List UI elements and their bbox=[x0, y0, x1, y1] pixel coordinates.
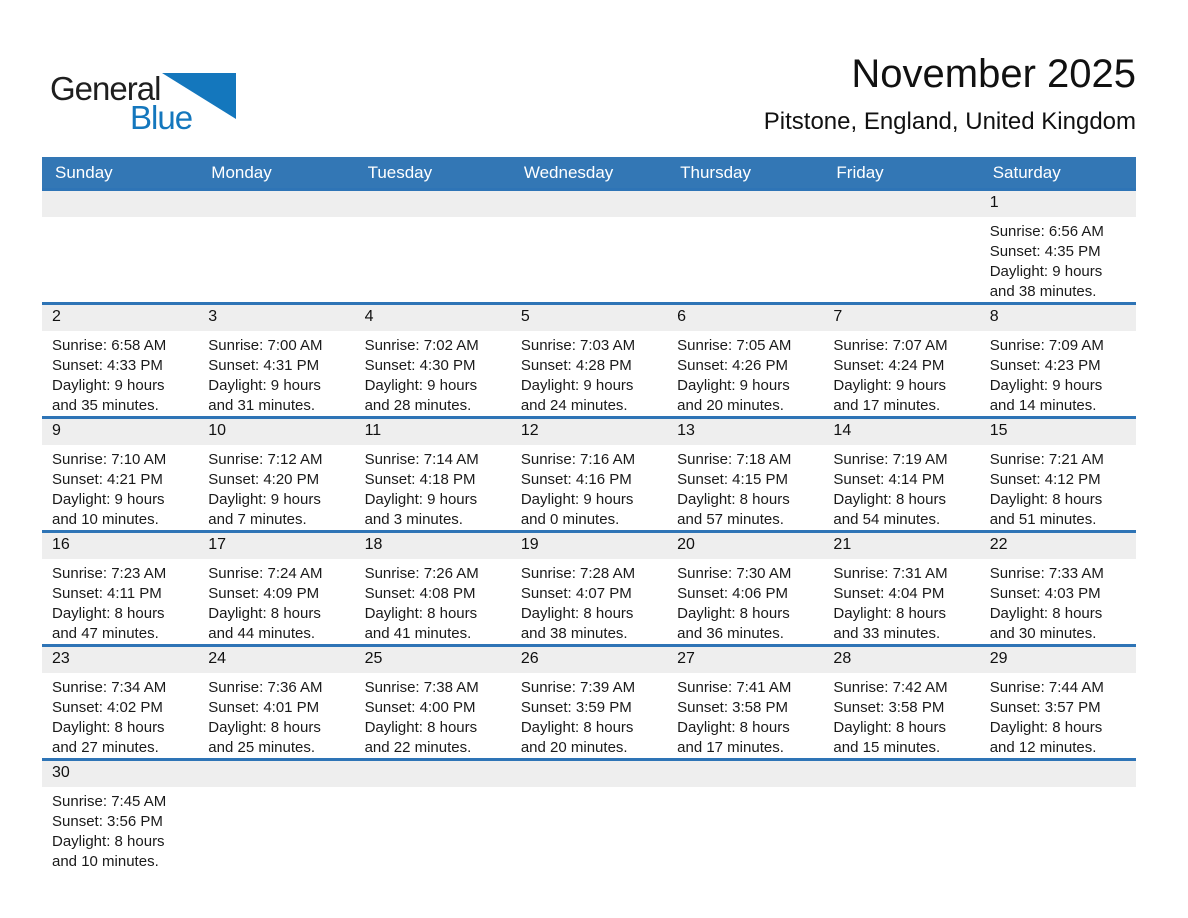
day-cell-empty bbox=[198, 761, 354, 872]
sunrise-line: Sunrise: 7:38 AM bbox=[364, 679, 479, 696]
day-details bbox=[823, 673, 979, 758]
day-cell bbox=[511, 419, 667, 530]
day-details bbox=[823, 445, 979, 530]
day-details bbox=[511, 559, 667, 644]
sunrise-line: Sunrise: 7:26 AM bbox=[364, 565, 479, 582]
day-number bbox=[511, 761, 667, 787]
day-details bbox=[667, 673, 823, 758]
day-cell bbox=[42, 647, 198, 758]
day-cell bbox=[511, 533, 667, 644]
sunset-line: Sunset: 3:57 PM bbox=[989, 699, 1101, 716]
daylight-line: Daylight: 8 hours bbox=[677, 719, 790, 736]
day-cell bbox=[42, 533, 198, 644]
daylight-line: Daylight: 8 hours bbox=[364, 605, 478, 622]
daylight-line: Daylight: 9 hours bbox=[989, 377, 1103, 394]
day-cell bbox=[667, 305, 823, 416]
day-number: 24 bbox=[198, 647, 354, 673]
sunset-line: Sunset: 4:11 PM bbox=[52, 585, 162, 602]
day-number: 26 bbox=[511, 647, 667, 673]
sunrise-line: Sunrise: 7:41 AM bbox=[677, 679, 792, 696]
day-cell bbox=[823, 305, 979, 416]
day-details bbox=[355, 445, 511, 530]
title-block bbox=[764, 52, 1136, 136]
sunrise-line: Sunrise: 7:31 AM bbox=[833, 565, 948, 582]
daylight-line-continued: and 14 minutes. bbox=[989, 397, 1097, 414]
day-cell bbox=[511, 647, 667, 758]
weekday-wednesday: Wednesday bbox=[523, 162, 614, 182]
sunrise-line: Sunrise: 7:02 AM bbox=[364, 337, 479, 354]
day-details bbox=[511, 331, 667, 416]
day-details bbox=[355, 673, 511, 758]
daylight-line: Daylight: 8 hours bbox=[208, 605, 321, 622]
sunrise-line: Sunrise: 7:36 AM bbox=[208, 679, 323, 696]
daylight-line-continued: and 10 minutes. bbox=[52, 511, 159, 528]
sunrise-line: Sunrise: 6:56 AM bbox=[989, 223, 1104, 240]
day-details bbox=[980, 331, 1136, 416]
day-number: 10 bbox=[198, 419, 354, 445]
day-details bbox=[198, 445, 354, 530]
daylight-line: Daylight: 9 hours bbox=[520, 377, 634, 394]
sunset-line: Sunset: 4:26 PM bbox=[677, 357, 789, 374]
daylight-line: Daylight: 8 hours bbox=[52, 833, 165, 850]
sunset-line: Sunset: 4:28 PM bbox=[520, 357, 632, 374]
day-cell-empty bbox=[511, 761, 667, 872]
daylight-line: Daylight: 8 hours bbox=[989, 605, 1103, 622]
day-details bbox=[980, 445, 1136, 530]
daylight-line: Daylight: 9 hours bbox=[364, 377, 478, 394]
day-cell-empty bbox=[198, 191, 354, 302]
sunset-line: Sunset: 4:04 PM bbox=[833, 585, 945, 602]
sunset-line: Sunset: 4:09 PM bbox=[208, 585, 320, 602]
week-row bbox=[42, 644, 1136, 758]
day-details bbox=[980, 673, 1136, 758]
day-details bbox=[42, 787, 198, 872]
day-number: 13 bbox=[667, 419, 823, 445]
daylight-line: Daylight: 9 hours bbox=[677, 377, 790, 394]
daylight-line-continued: and 15 minutes. bbox=[833, 739, 941, 756]
sunset-line: Sunset: 4:35 PM bbox=[989, 243, 1101, 260]
day-cell-empty bbox=[355, 191, 511, 302]
sunrise-line: Sunrise: 7:45 AM bbox=[52, 793, 167, 810]
week-row bbox=[42, 758, 1136, 872]
sunset-line: Sunset: 4:30 PM bbox=[364, 357, 476, 374]
daylight-line-continued: and 44 minutes. bbox=[208, 625, 316, 642]
day-cell bbox=[198, 305, 354, 416]
day-details bbox=[511, 673, 667, 758]
day-cell bbox=[355, 305, 511, 416]
day-number: 15 bbox=[980, 419, 1136, 445]
day-number: 11 bbox=[355, 419, 511, 445]
sunset-line: Sunset: 4:18 PM bbox=[364, 471, 476, 488]
sunrise-line: Sunrise: 7:44 AM bbox=[989, 679, 1104, 696]
day-cell-empty bbox=[355, 761, 511, 872]
sunset-line: Sunset: 4:24 PM bbox=[833, 357, 945, 374]
daylight-line: Daylight: 9 hours bbox=[833, 377, 946, 394]
week-row bbox=[42, 416, 1136, 530]
day-details bbox=[667, 331, 823, 416]
daylight-line-continued: and 38 minutes. bbox=[989, 283, 1097, 300]
day-cell bbox=[42, 761, 198, 872]
daylight-line: Daylight: 9 hours bbox=[989, 263, 1103, 280]
daylight-line-continued: and 31 minutes. bbox=[208, 397, 316, 414]
sunrise-line: Sunrise: 7:14 AM bbox=[364, 451, 479, 468]
sunset-line: Sunset: 4:12 PM bbox=[989, 471, 1101, 488]
daylight-line-continued: and 25 minutes. bbox=[208, 739, 316, 756]
sunset-line: Sunset: 4:33 PM bbox=[52, 357, 163, 374]
sunrise-line: Sunrise: 7:34 AM bbox=[52, 679, 167, 696]
sunset-line: Sunset: 4:00 PM bbox=[364, 699, 476, 716]
daylight-line-continued: and 7 minutes. bbox=[208, 511, 307, 528]
day-details bbox=[42, 445, 198, 530]
day-number: 1 bbox=[980, 191, 1136, 217]
daylight-line-continued: and 22 minutes. bbox=[364, 739, 472, 756]
daylight-line: Daylight: 9 hours bbox=[52, 491, 165, 508]
day-number: 7 bbox=[823, 305, 979, 331]
day-number bbox=[823, 191, 979, 217]
day-cell-empty bbox=[823, 191, 979, 302]
daylight-line-continued: and 38 minutes. bbox=[520, 625, 628, 642]
daylight-line: Daylight: 8 hours bbox=[208, 719, 321, 736]
day-number: 19 bbox=[511, 533, 667, 559]
daylight-line: Daylight: 8 hours bbox=[677, 605, 790, 622]
sunrise-line: Sunrise: 7:10 AM bbox=[52, 451, 167, 468]
sunrise-line: Sunrise: 7:09 AM bbox=[989, 337, 1104, 354]
daylight-line: Daylight: 9 hours bbox=[364, 491, 478, 508]
day-number: 9 bbox=[42, 419, 198, 445]
daylight-line: Daylight: 9 hours bbox=[208, 491, 321, 508]
daylight-line-continued: and 20 minutes. bbox=[677, 397, 784, 414]
day-cell-empty bbox=[667, 191, 823, 302]
daylight-line: Daylight: 8 hours bbox=[520, 605, 634, 622]
day-cell bbox=[355, 533, 511, 644]
day-cell bbox=[980, 305, 1136, 416]
weekday-tuesday: Tuesday bbox=[367, 162, 433, 182]
daylight-line-continued: and 10 minutes. bbox=[52, 853, 159, 870]
page-subtitle: Pitstone, England, United Kingdom bbox=[763, 108, 1136, 135]
day-number bbox=[511, 191, 667, 217]
sunrise-line: Sunrise: 7:19 AM bbox=[833, 451, 948, 468]
sunrise-line: Sunrise: 7:03 AM bbox=[520, 337, 636, 354]
day-number: 4 bbox=[355, 305, 511, 331]
day-details bbox=[980, 217, 1136, 302]
day-number bbox=[980, 761, 1136, 787]
daylight-line: Daylight: 8 hours bbox=[52, 719, 165, 736]
day-details bbox=[667, 445, 823, 530]
logo-text-general: General bbox=[50, 70, 161, 107]
logo-text-blue: Blue bbox=[130, 99, 193, 136]
day-number: 22 bbox=[980, 533, 1136, 559]
day-number: 8 bbox=[980, 305, 1136, 331]
day-number: 3 bbox=[198, 305, 354, 331]
daylight-line-continued: and 33 minutes. bbox=[833, 625, 941, 642]
general-blue-logo bbox=[50, 70, 290, 140]
sunrise-line: Sunrise: 7:28 AM bbox=[520, 565, 636, 582]
daylight-line-continued: and 35 minutes. bbox=[52, 397, 159, 414]
sunset-line: Sunset: 3:59 PM bbox=[520, 699, 632, 716]
day-details bbox=[42, 559, 198, 644]
sunrise-line: Sunrise: 7:42 AM bbox=[833, 679, 948, 696]
daylight-line: Daylight: 8 hours bbox=[52, 605, 165, 622]
day-cell bbox=[355, 647, 511, 758]
day-details bbox=[980, 559, 1136, 644]
day-number: 21 bbox=[823, 533, 979, 559]
daylight-line-continued: and 20 minutes. bbox=[520, 739, 628, 756]
daylight-line: Daylight: 8 hours bbox=[989, 491, 1103, 508]
sunset-line: Sunset: 4:07 PM bbox=[520, 585, 632, 602]
day-number bbox=[198, 761, 354, 787]
day-cell bbox=[511, 305, 667, 416]
week-row bbox=[42, 188, 1136, 302]
daylight-line-continued: and 36 minutes. bbox=[677, 625, 784, 642]
weekday-header-row bbox=[42, 157, 1136, 188]
daylight-line-continued: and 54 minutes. bbox=[833, 511, 941, 528]
calendar bbox=[42, 157, 1136, 872]
day-number: 16 bbox=[42, 533, 198, 559]
sunset-line: Sunset: 4:31 PM bbox=[208, 357, 320, 374]
day-cell bbox=[667, 647, 823, 758]
day-number: 23 bbox=[42, 647, 198, 673]
calendar-grid bbox=[42, 188, 1136, 872]
day-number: 27 bbox=[667, 647, 823, 673]
day-details bbox=[355, 331, 511, 416]
day-number: 17 bbox=[198, 533, 354, 559]
day-number bbox=[355, 191, 511, 217]
day-number: 2 bbox=[42, 305, 198, 331]
day-number: 29 bbox=[980, 647, 1136, 673]
sunset-line: Sunset: 3:58 PM bbox=[833, 699, 945, 716]
day-number: 14 bbox=[823, 419, 979, 445]
daylight-line-continued: and 3 minutes. bbox=[364, 511, 463, 528]
daylight-line-continued: and 41 minutes. bbox=[364, 625, 472, 642]
sunrise-line: Sunrise: 7:23 AM bbox=[52, 565, 167, 582]
weekday-friday: Friday bbox=[836, 162, 884, 182]
day-cell bbox=[42, 419, 198, 530]
daylight-line-continued: and 17 minutes. bbox=[677, 739, 784, 756]
day-cell-empty bbox=[823, 761, 979, 872]
day-number bbox=[823, 761, 979, 787]
day-cell bbox=[198, 647, 354, 758]
daylight-line-continued: and 27 minutes. bbox=[52, 739, 159, 756]
daylight-line-continued: and 30 minutes. bbox=[989, 625, 1097, 642]
sunset-line: Sunset: 4:14 PM bbox=[833, 471, 945, 488]
sunset-line: Sunset: 3:58 PM bbox=[677, 699, 789, 716]
day-cell bbox=[980, 533, 1136, 644]
day-cell-empty bbox=[511, 191, 667, 302]
week-row bbox=[42, 302, 1136, 416]
daylight-line: Daylight: 8 hours bbox=[989, 719, 1103, 736]
day-details bbox=[823, 559, 979, 644]
daylight-line-continued: and 28 minutes. bbox=[364, 397, 472, 414]
daylight-line-continued: and 51 minutes. bbox=[989, 511, 1097, 528]
sunrise-line: Sunrise: 7:16 AM bbox=[520, 451, 636, 468]
day-cell bbox=[198, 419, 354, 530]
day-cell bbox=[980, 419, 1136, 530]
day-details bbox=[198, 559, 354, 644]
day-details bbox=[511, 445, 667, 530]
sunrise-line: Sunrise: 7:24 AM bbox=[208, 565, 323, 582]
day-number: 20 bbox=[667, 533, 823, 559]
sunset-line: Sunset: 4:03 PM bbox=[989, 585, 1101, 602]
daylight-line-continued: and 24 minutes. bbox=[520, 397, 628, 414]
daylight-line-continued: and 47 minutes. bbox=[52, 625, 159, 642]
daylight-line: Daylight: 8 hours bbox=[833, 719, 946, 736]
weekday-thursday: Thursday bbox=[680, 162, 752, 182]
page-title: November 2025 bbox=[851, 52, 1136, 96]
daylight-line: Daylight: 8 hours bbox=[833, 491, 946, 508]
daylight-line-continued: and 12 minutes. bbox=[989, 739, 1097, 756]
sunrise-line: Sunrise: 7:33 AM bbox=[989, 565, 1104, 582]
sunrise-line: Sunrise: 7:00 AM bbox=[208, 337, 323, 354]
day-number: 6 bbox=[667, 305, 823, 331]
sunrise-line: Sunrise: 7:18 AM bbox=[677, 451, 792, 468]
day-number bbox=[355, 761, 511, 787]
day-number bbox=[42, 191, 198, 217]
day-details bbox=[823, 331, 979, 416]
sunset-line: Sunset: 4:15 PM bbox=[677, 471, 789, 488]
day-cell bbox=[823, 647, 979, 758]
sunrise-line: Sunrise: 7:21 AM bbox=[989, 451, 1104, 468]
day-cell bbox=[42, 305, 198, 416]
day-cell-empty bbox=[980, 761, 1136, 872]
daylight-line: Daylight: 9 hours bbox=[52, 377, 165, 394]
day-cell bbox=[823, 533, 979, 644]
daylight-line: Daylight: 8 hours bbox=[364, 719, 478, 736]
weekday-monday: Monday bbox=[211, 162, 272, 182]
day-number: 30 bbox=[42, 761, 198, 787]
sunrise-line: Sunrise: 7:12 AM bbox=[208, 451, 323, 468]
day-number bbox=[667, 191, 823, 217]
day-number bbox=[667, 761, 823, 787]
day-cell-empty bbox=[42, 191, 198, 302]
sunrise-line: Sunrise: 7:39 AM bbox=[520, 679, 636, 696]
day-cell bbox=[667, 533, 823, 644]
day-cell bbox=[980, 191, 1136, 302]
daylight-line: Daylight: 8 hours bbox=[520, 719, 634, 736]
daylight-line: Daylight: 9 hours bbox=[520, 491, 634, 508]
sunrise-line: Sunrise: 7:05 AM bbox=[677, 337, 792, 354]
day-details bbox=[198, 331, 354, 416]
day-details bbox=[42, 331, 198, 416]
sunrise-line: Sunrise: 7:07 AM bbox=[833, 337, 948, 354]
sunset-line: Sunset: 4:01 PM bbox=[208, 699, 320, 716]
day-number: 5 bbox=[511, 305, 667, 331]
sunset-line: Sunset: 4:21 PM bbox=[52, 471, 163, 488]
daylight-line: Daylight: 8 hours bbox=[677, 491, 790, 508]
day-number bbox=[198, 191, 354, 217]
daylight-line-continued: and 17 minutes. bbox=[833, 397, 941, 414]
day-cell bbox=[355, 419, 511, 530]
sunset-line: Sunset: 4:02 PM bbox=[52, 699, 163, 716]
sunset-line: Sunset: 4:16 PM bbox=[520, 471, 632, 488]
sunset-line: Sunset: 4:06 PM bbox=[677, 585, 789, 602]
day-details bbox=[42, 673, 198, 758]
sunrise-line: Sunrise: 7:30 AM bbox=[677, 565, 792, 582]
day-cell-empty bbox=[667, 761, 823, 872]
sunrise-line: Sunrise: 6:58 AM bbox=[52, 337, 167, 354]
week-row bbox=[42, 530, 1136, 644]
sunset-line: Sunset: 3:56 PM bbox=[52, 813, 163, 830]
weekday-sunday: Sunday bbox=[55, 162, 113, 182]
day-number: 18 bbox=[355, 533, 511, 559]
day-cell bbox=[667, 419, 823, 530]
day-details bbox=[355, 559, 511, 644]
sunset-line: Sunset: 4:08 PM bbox=[364, 585, 476, 602]
daylight-line: Daylight: 9 hours bbox=[208, 377, 321, 394]
daylight-line-continued: and 0 minutes. bbox=[520, 511, 620, 528]
daylight-line-continued: and 57 minutes. bbox=[677, 511, 784, 528]
day-number: 12 bbox=[511, 419, 667, 445]
day-cell bbox=[823, 419, 979, 530]
weekday-saturday: Saturday bbox=[992, 162, 1061, 182]
day-number: 28 bbox=[823, 647, 979, 673]
day-details bbox=[667, 559, 823, 644]
day-number: 25 bbox=[355, 647, 511, 673]
day-cell bbox=[198, 533, 354, 644]
sunset-line: Sunset: 4:23 PM bbox=[989, 357, 1101, 374]
sunset-line: Sunset: 4:20 PM bbox=[208, 471, 320, 488]
day-cell bbox=[980, 647, 1136, 758]
page-header bbox=[0, 0, 1188, 157]
day-details bbox=[198, 673, 354, 758]
daylight-line: Daylight: 8 hours bbox=[833, 605, 946, 622]
